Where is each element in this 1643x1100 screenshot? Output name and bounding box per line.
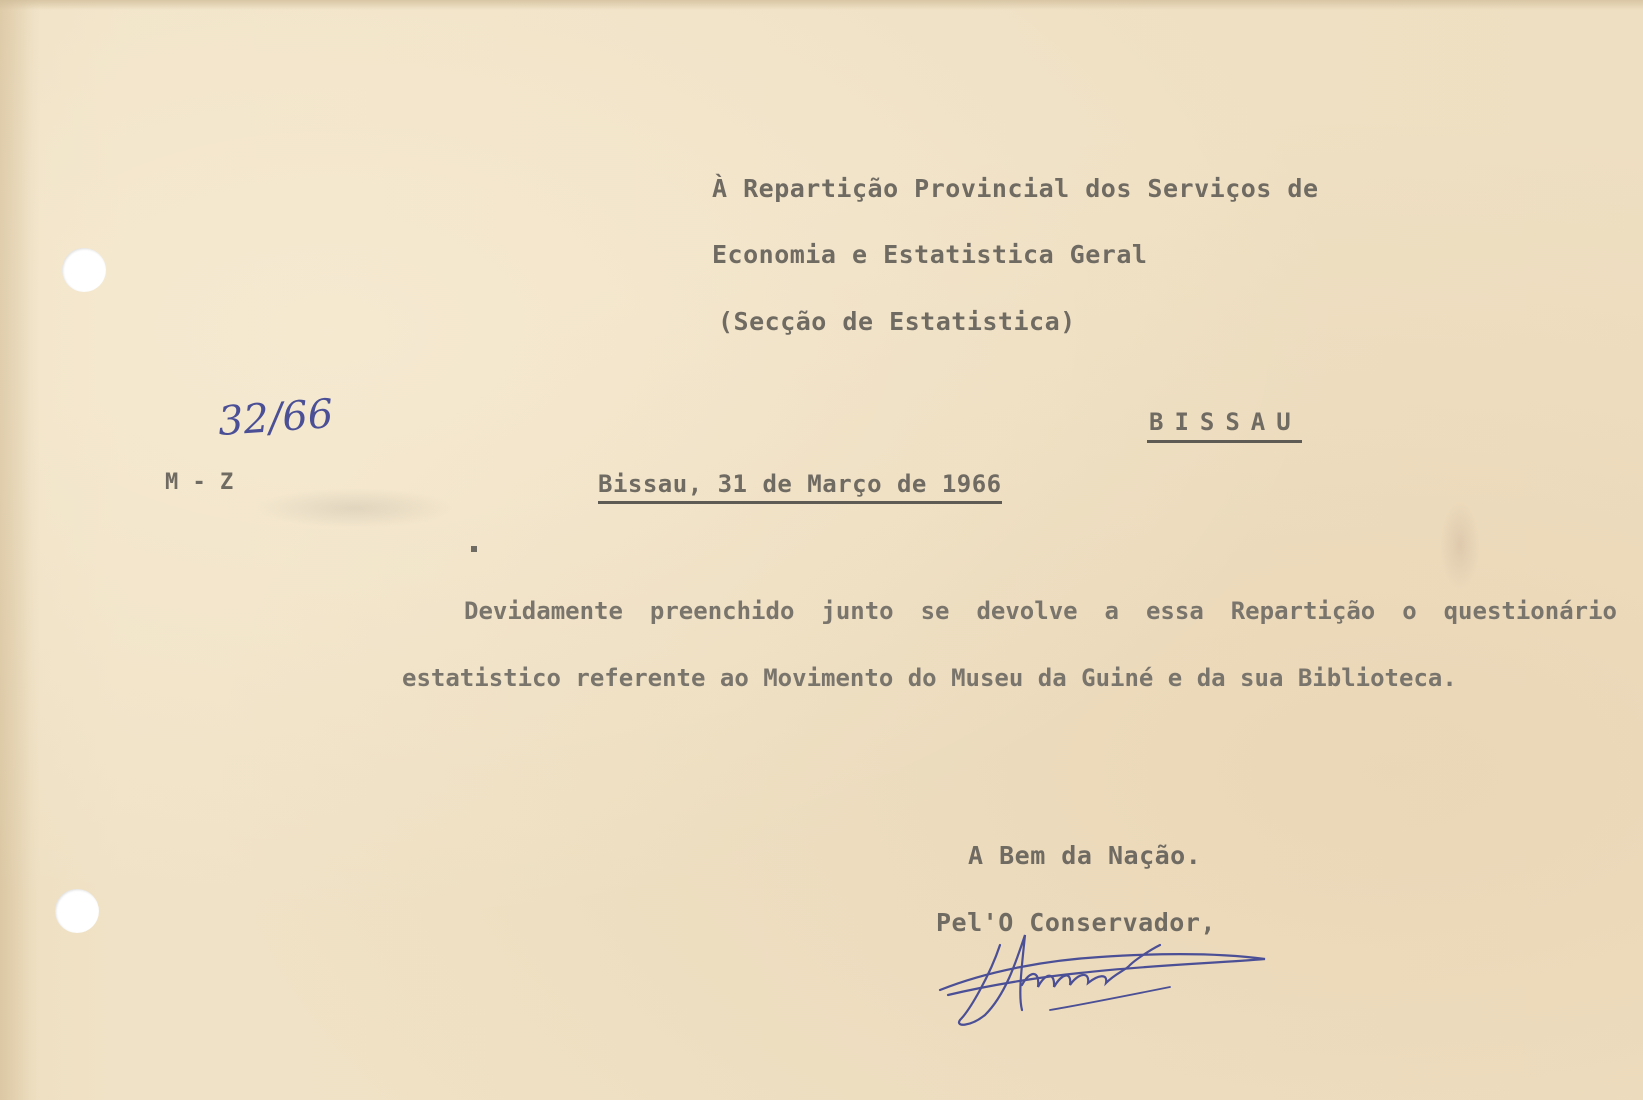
punch-hole-top xyxy=(62,248,106,292)
handwritten-reference-number: 32/66 xyxy=(216,391,335,445)
closing-salutation: A Bem da Nação. xyxy=(968,841,1202,870)
reference-code: M - Z xyxy=(165,470,234,495)
stain xyxy=(1440,500,1480,590)
addressee-line-1: À Repartição Provincial dos Serviços de xyxy=(712,174,1319,203)
typed-dot-mark xyxy=(471,546,477,552)
addressee-line-3: (Secção de Estatistica) xyxy=(718,307,1076,336)
paper-top-edge xyxy=(0,0,1643,10)
signer-title: Pel'O Conservador, xyxy=(936,908,1216,937)
addressee-line-2: Economia e Estatistica Geral xyxy=(712,240,1148,269)
date-line: Bissau, 31 de Março de 1966 xyxy=(598,470,1002,504)
punch-hole-bottom xyxy=(55,889,99,933)
letter-body: Devidamente preenchido junto se devolve a essa Repartição o questionário estatistico referente ao Movimento do Museu da Guiné e da sua Biblioteca. xyxy=(402,597,1617,692)
paper-left-edge xyxy=(0,0,40,1100)
ink-smudge xyxy=(255,488,455,528)
handwritten-signature xyxy=(930,915,1270,1035)
addressee-city: BISSAU xyxy=(1147,408,1302,443)
